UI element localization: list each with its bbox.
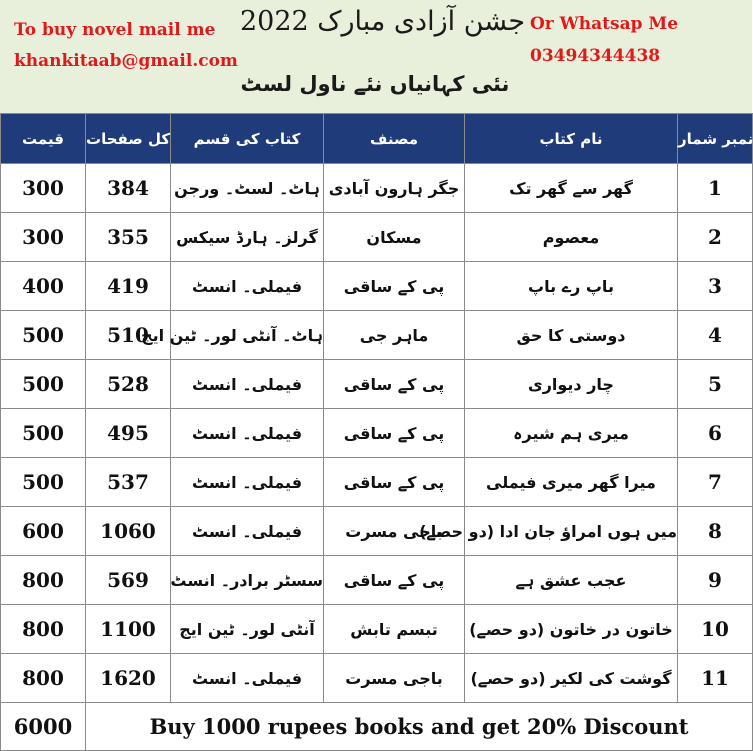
- table-row: [1, 409, 753, 458]
- pages-cell: 510: [86, 311, 171, 360]
- author-cell: پی کے ساقی: [324, 409, 465, 458]
- title-cell: چار دیواری: [465, 360, 678, 409]
- category-cell: فیملی۔ انسٹ: [171, 409, 324, 458]
- column-header-pages: کل صفحات: [86, 114, 171, 164]
- column-header-category: کتاب کی قسم: [171, 114, 324, 164]
- novel-list-table: [0, 113, 753, 751]
- table-row: [1, 213, 753, 262]
- title-cell: میری ہم شیرہ: [465, 409, 678, 458]
- category-cell: گرلز۔ ہارڈ سیکس: [171, 213, 324, 262]
- author-cell: پی کے ساقی: [324, 458, 465, 507]
- table-header-row: [1, 114, 753, 164]
- author-cell: ماہر جی: [324, 311, 465, 360]
- table-row: [1, 654, 753, 703]
- serial-cell: 2: [678, 213, 753, 262]
- price-cell: 800: [1, 556, 86, 605]
- page-subtitle: نئی کہانیاں نئے ناول لسٹ: [240, 72, 510, 96]
- category-cell: ہاٹ۔ لسٹ۔ ورجن: [171, 164, 324, 213]
- total-price-cell: 6000: [1, 703, 86, 751]
- serial-cell: 11: [678, 654, 753, 703]
- serial-cell: 6: [678, 409, 753, 458]
- pages-cell: 495: [86, 409, 171, 458]
- price-cell: 500: [1, 458, 86, 507]
- title-cell: خاتون در خاتون (دو حصے): [465, 605, 678, 654]
- category-cell: آنٹی لور۔ ٹین ایج: [171, 605, 324, 654]
- column-header-serial: نمبر شمار: [678, 114, 753, 164]
- pages-cell: 1100: [86, 605, 171, 654]
- title-cell: باپ رے باپ: [465, 262, 678, 311]
- table-row: [1, 458, 753, 507]
- serial-cell: 3: [678, 262, 753, 311]
- pages-cell: 537: [86, 458, 171, 507]
- price-cell: 500: [1, 360, 86, 409]
- category-cell: فیملی۔ انسٹ: [171, 262, 324, 311]
- pages-cell: 419: [86, 262, 171, 311]
- category-cell: فیملی۔ انسٹ: [171, 360, 324, 409]
- price-cell: 800: [1, 605, 86, 654]
- category-cell: ہاٹ۔ آنٹی لور۔ ٹین ایج: [171, 311, 324, 360]
- author-cell: جگر ہارون آبادی: [324, 164, 465, 213]
- author-cell: تبسم تابش: [324, 605, 465, 654]
- pages-cell: 1620: [86, 654, 171, 703]
- author-cell: باجی مسرت: [324, 507, 465, 556]
- category-cell: سسٹر برادر۔ انسٹ: [171, 556, 324, 605]
- author-cell: پی کے ساقی: [324, 262, 465, 311]
- table-row: [1, 507, 753, 556]
- price-cell: 500: [1, 409, 86, 458]
- table-row: [1, 360, 753, 409]
- serial-cell: 8: [678, 507, 753, 556]
- pages-cell: 355: [86, 213, 171, 262]
- author-cell: باجی مسرت: [324, 654, 465, 703]
- table-row: [1, 164, 753, 213]
- discount-note: Buy 1000 rupees books and get 20% Discount: [86, 703, 753, 751]
- table-row: [1, 556, 753, 605]
- author-cell: پی کے ساقی: [324, 360, 465, 409]
- buy-instruction-text: To buy novel mail me: [14, 20, 216, 40]
- category-cell: فیملی۔ انسٹ: [171, 507, 324, 556]
- title-cell: میں ہوں امراؤ جان ادا (دو حصے): [465, 507, 678, 556]
- title-cell: میرا گھر میری فیملی: [465, 458, 678, 507]
- title-cell: گھر سے گھر تک: [465, 164, 678, 213]
- email-address[interactable]: khankitaab@gmail.com: [14, 51, 238, 71]
- price-cell: 300: [1, 164, 86, 213]
- category-cell: فیملی۔ انسٹ: [171, 458, 324, 507]
- pages-cell: 384: [86, 164, 171, 213]
- author-cell: پی کے ساقی: [324, 556, 465, 605]
- table-row: [1, 605, 753, 654]
- serial-cell: 10: [678, 605, 753, 654]
- price-cell: 800: [1, 654, 86, 703]
- price-cell: 300: [1, 213, 86, 262]
- pages-cell: 569: [86, 556, 171, 605]
- column-header-author: مصنف: [324, 114, 465, 164]
- serial-cell: 4: [678, 311, 753, 360]
- whatsapp-instruction-text: Or Whatsap Me: [530, 14, 679, 34]
- serial-cell: 5: [678, 360, 753, 409]
- price-cell: 600: [1, 507, 86, 556]
- table-row: [1, 311, 753, 360]
- column-header-price: قیمت: [1, 114, 86, 164]
- header-banner: [0, 0, 752, 113]
- whatsapp-number[interactable]: 03494344438: [530, 46, 661, 66]
- serial-cell: 1: [678, 164, 753, 213]
- author-cell: مسکان: [324, 213, 465, 262]
- table-footer-row: [1, 703, 753, 751]
- title-cell: عجب عشق ہے: [465, 556, 678, 605]
- serial-cell: 9: [678, 556, 753, 605]
- title-cell: گوشت کی لکیر (دو حصے): [465, 654, 678, 703]
- serial-cell: 7: [678, 458, 753, 507]
- table-row: [1, 262, 753, 311]
- pages-cell: 528: [86, 360, 171, 409]
- price-cell: 500: [1, 311, 86, 360]
- category-cell: فیملی۔ انسٹ: [171, 654, 324, 703]
- title-cell: دوستی کا حق: [465, 311, 678, 360]
- column-header-title: نام کتاب: [465, 114, 678, 164]
- price-cell: 400: [1, 262, 86, 311]
- pages-cell: 1060: [86, 507, 171, 556]
- title-cell: معصوم: [465, 213, 678, 262]
- page-title: جشن آزادی مبارک 2022: [240, 6, 526, 37]
